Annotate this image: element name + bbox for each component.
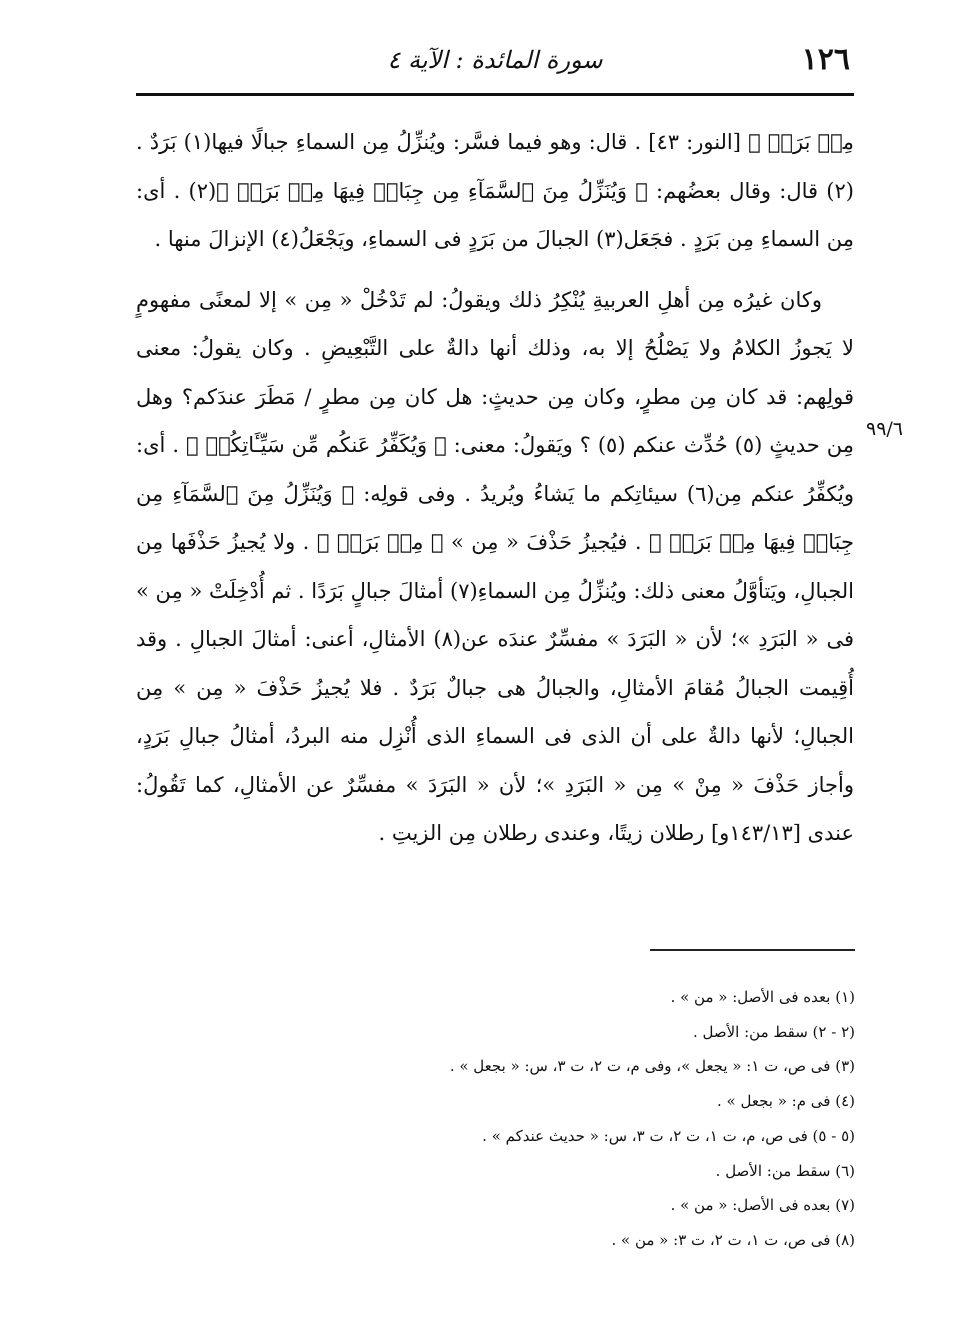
header-rule <box>136 93 854 96</box>
running-title: سورة المائدة : الآية ٤ <box>387 46 603 74</box>
footnote: (١) بعده فى الأصل: « من » . <box>670 988 855 1006</box>
footnote: (٣) فى ص، ت ١: « يجعل »، وفى م، ت ٢، ت ٣، س: « بجعل » . <box>449 1057 855 1076</box>
footnote: (٥ - ٥) فى ص، م، ت ١، ت ٢، ت ٣، س: « حديث عندكم » . <box>482 1126 855 1145</box>
page-number: ١٢٦ <box>801 42 850 77</box>
page-header <box>136 40 854 86</box>
footnote: (٤) فى م: « بجعل » . <box>717 1092 855 1111</box>
footnotes <box>300 980 855 1258</box>
footnote: (٢ - ٢) سقط من: الأصل . <box>692 1022 855 1041</box>
footnote: (٧) بعده فى الأصل: « من » . <box>670 1196 855 1215</box>
paragraph: وكان غيرُه مِن أهلِ العربيةِ يُنْكِرُ ذلك ويقولُ: لم تَدْخُلْ « مِن » إلا لمعنًى مفهومٍ لا يَجوزُ الكلامُ ولا يَصْلُحُ إلا به، وذلك أنها دالةٌ على التَّبْعِيضِ . وكان يقولُ: معنى قولِهم: قد كان مِن مطرٍ، وكان مِن حديثٍ: هل كان مِن مطرٍ / مَطَرَ عندَكم؟ وهل مِن حديثٍ (٥) حُدِّث عنكم (٥) ؟ ويَقولُ: معنى: ﴿ وَيُكَفِّرُ عَنكُم مِّن سَيِّـَٔاتِكُمۡ ﴾ . أى: ويُكفِّرُ عنكم مِن(٦) سيئاتِكم ما يَشاءُ ويُريدُ . وفى قولِه: ﴿ وَيُنَزِّلُ مِنَ ٱلسَّمَآءِ مِن جِبَالٖ فِيهَا مِنۢ بَرَدٖ ﴾ . فيُجيزُ حَذْفَ « مِن » ﴿ مِنۢ بَرَدٖ ﴾ . ولا يُجيزُ حَذْفَها مِن الجبالِ، ويَتأوَّلُ معنى ذلك: ويُنزِّلُ مِن السماءِ(٧) أمثالَ جبالٍ بَرَدًا . ثم أُدْخِلَتْ « مِن » فى « البَرَدِ »؛ لأن « البَرَدَ » مفسِّرٌ عندَه عن(٨) الأمثالِ، أعنى: أمثالَ الجبالِ . وقد أُقِيمت الجبالُ مُقامَ الأمثالِ، والجبالُ هى جبالٌ بَرَدٌ . فلا يُجيزُ حَذْفَ « مِن » مِن الجبالِ؛ لأنها دالةٌ على أن الذى فى السماءِ الذى أُنْزِل منه البردُ، أمثالُ جبالِ بَرَدٍ، وأجاز حَذْفَ « مِنْ » مِن « البَرَدِ »؛ لأن « البَرَدَ » مفسِّرٌ عن الأمثالِ، كما تَقُولُ: عندى [١٤٣/١٣و] رطلان زيتًا، وعندى رطلان مِن الزيتِ . <box>136 287 855 845</box>
main-text <box>136 118 854 858</box>
paragraph: مِنۢ بَرَدٖ ﴾ [النور: ٤٣] . قال: وهو فيما فسَّر: ويُنزِّلُ مِن السماءِ جبالًا فيها(١) بَرَدٌ .(٢) قال: وقال بعضُهم: ﴿ وَيُنَزِّلُ مِنَ ٱلسَّمَآءِ مِن جِبَالٖ فِيهَا مِنۢ بَرَدٖ ﴾(٢) . أى: مِن السماءِ مِن بَرَدٍ . فجَعَل(٣) الجبالَ من بَرَدٍ فى السماءِ، ويَجْعَلُ(٤) الإنزالَ منها . <box>136 130 854 251</box>
margin-reference: ٩٩/٦ <box>866 418 904 440</box>
footnote: (٨) فى ص، ت ١، ت ٢، ت ٣: « من » . <box>611 1230 855 1249</box>
footnote-divider <box>650 949 855 951</box>
footnote: (٦) سقط من: الأصل . <box>715 1161 855 1180</box>
